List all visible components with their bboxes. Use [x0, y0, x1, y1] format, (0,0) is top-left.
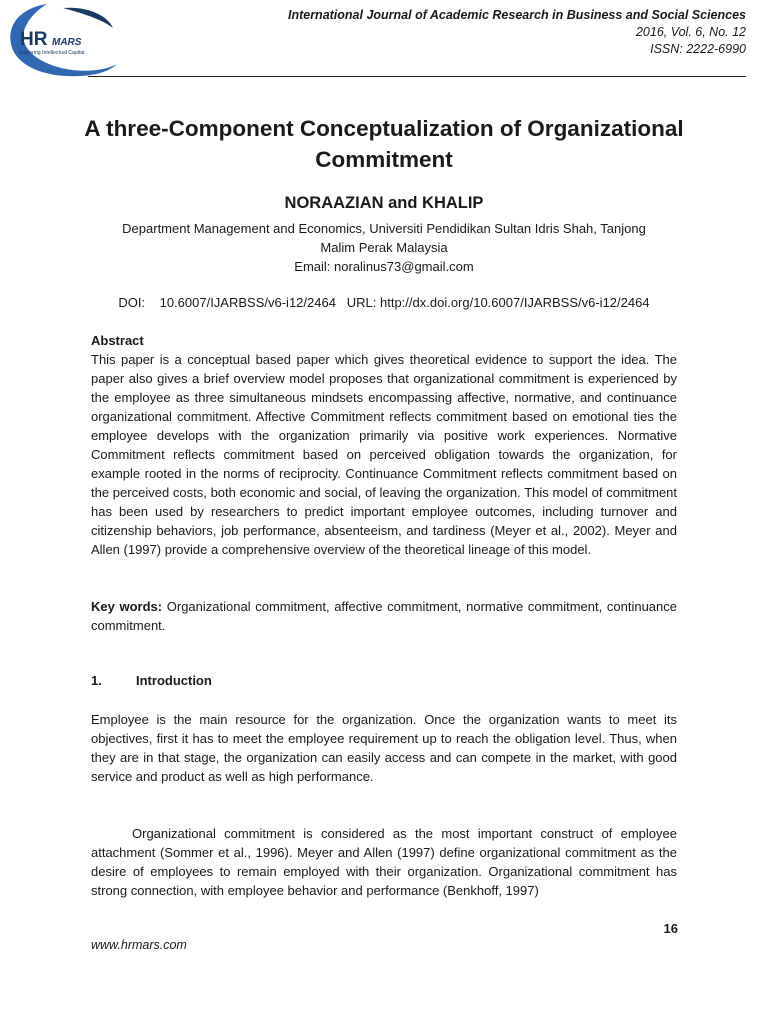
hrmars-logo-graphic [3, 2, 119, 80]
hrmars-logo [3, 2, 119, 80]
journal-name: International Journal of Academic Research in Business and Social Sciences [287, 8, 746, 22]
section-title: Introduction [136, 673, 212, 688]
intro-paragraph-2: Organizational commitment is considered as the most important construct of employee attachment (Sommer et al., 1996). Meyer and Allen (1997) define organizational commitment as the desire of employees to remain employed with their organization. Organizational commitment has strong connection, with employee behavior and performance (Benkhoff, 1997) [91, 826, 677, 898]
page-number: 16 [663, 921, 678, 936]
paper-title [80, 113, 688, 175]
journal-issn: ISSN: 2222-6990 [650, 42, 746, 56]
journal-header [288, 7, 746, 58]
logo-hr-text: HR [20, 29, 48, 50]
paper-affiliation [100, 219, 668, 276]
section-number: 1. [91, 673, 102, 688]
footer-url[interactable]: www.hrmars.com [91, 938, 187, 952]
author-email: Email: noralinus73@gmail.com [294, 259, 474, 274]
logo-tagline: Exploring Intellectual Capital [19, 50, 85, 56]
journal-issue: 2016, Vol. 6, No. 12 [635, 25, 746, 39]
paper-authors: NORAAZIAN and KHALIP [284, 194, 484, 212]
abstract-heading: Abstract [91, 333, 144, 348]
keywords [91, 597, 677, 635]
affiliation-line-1: Department Management and Economics, Universiti Pendidikan Sultan Idris Shah, Tanjong [122, 221, 646, 236]
intro-paragraph-1: Employee is the main resource for the organization. Once the organization wants to meet its objectives, first it has to meet the employee requirement up to reach the obligation level. Thus, when they are in that stage, the organization can easily access and can compete in the market, with good service and product as well as high performance. [91, 712, 677, 784]
logo-mars-text: MARS [52, 37, 82, 48]
paper-doi: DOI: 10.6007/IJARBSS/v6-i12/2464 URL: http://dx.doi.org/10.6007/IJARBSS/v6-i12/2464 [118, 295, 650, 310]
paper-title-line-1: A three-Component Conceptualization of Organizational [84, 116, 684, 141]
keywords-text: Organizational commitment, affective commitment, normative commitment, continuance commitment. [91, 599, 677, 633]
abstract-text: This paper is a conceptual based paper which gives theoretical evidence to support the idea. The paper also gives a brief overview model proposes that organizational commitment is experienced by the employee as three simultaneous mindsets encompassing affective, normative, and continuance organizational commitment. Affective Commitment reflects commitment based on emotional ties the employee develops with the organization primarily via positive work experiences. Normative Commitment reflects commitment based on perceived obligation towards the organization, for example rooted in the norms of reciprocity. Continuance Commitment reflects commitment based on the perceived costs, both economic and social, of leaving the organization. This model of commitment has been used by researchers to predict important employee outcomes, including turnover and citizenship behaviors, job performance, absenteeism, and tardiness (Meyer et al., 2002). Meyer and Allen (1997) provide a comprehensive overview of the theoretical lineage of this model. [91, 352, 677, 557]
paper-title-line-2: Commitment [315, 147, 453, 172]
affiliation-line-2: Malim Perak Malaysia [320, 240, 448, 255]
keywords-label: Key words: [91, 599, 163, 614]
header-divider [88, 76, 746, 77]
